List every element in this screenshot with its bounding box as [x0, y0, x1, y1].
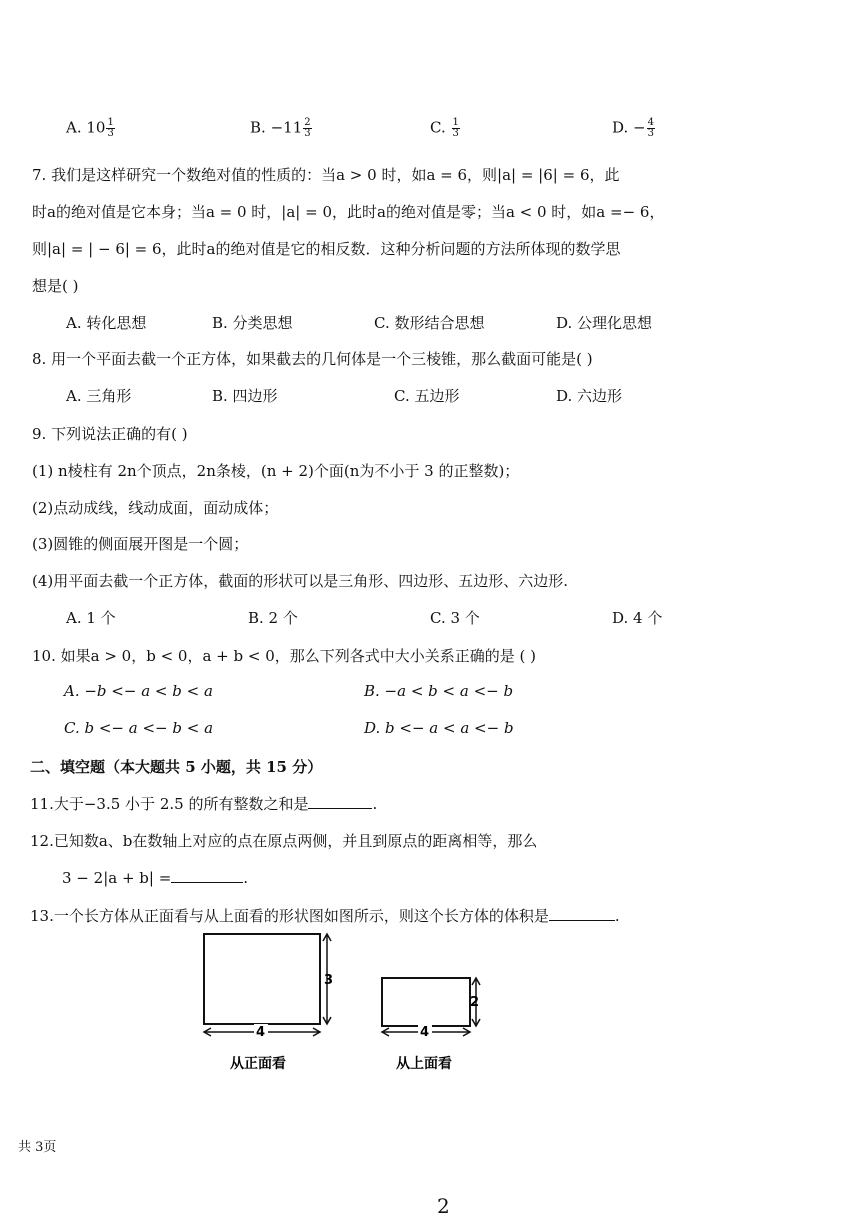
- q6-option-c: C. $\frac{1}{3}$: [430, 117, 459, 139]
- answer-blank[interactable]: [308, 794, 372, 809]
- q12-line-2: 3 − 2|a + b| = .: [62, 869, 249, 887]
- q9-item-2: (2)点动成线，线动成面，面动成体；: [32, 499, 279, 517]
- front-width-label: 4: [256, 1025, 266, 1040]
- q6-option-d: D. − $\frac{4}{3}$: [612, 117, 654, 139]
- q10-stem: 10. 如果a > 0，b < 0，a + b < 0，那么下列各式中大小关系正确的是 ( ): [32, 647, 537, 665]
- q10-option-d: D. b <− a < a <− b: [364, 719, 514, 737]
- fraction: $\frac{1}{3}$: [107, 117, 114, 139]
- q8-option-d: D. 六边形: [556, 387, 623, 405]
- q8-option-b: B. 四边形: [212, 387, 278, 405]
- q9-option-b: B. 2 个: [248, 609, 298, 627]
- q10-option-b: B. −a < b < a <− b: [364, 682, 514, 700]
- q7-line-3: 则|a| = | − 6| = 6，此时a的绝对值是它的相反数．这种分析问题的方法所体现的数学思: [32, 240, 621, 258]
- q8-option-a: A. 三角形: [66, 387, 132, 405]
- q9-stem: 9. 下列说法正确的有( ): [32, 425, 188, 443]
- q8-option-c: C. 五边形: [394, 387, 460, 405]
- page-number: 2: [437, 1194, 450, 1218]
- front-view-rect: [204, 934, 320, 1024]
- section-heading: 二、填空题（本大题共 5 小题，共 15 分）: [30, 758, 323, 776]
- top-height-label: 2: [470, 995, 480, 1010]
- q11: 11.大于−3.5 小于 2.5 的所有整数之和是 .: [30, 795, 378, 813]
- top-view-rect: [382, 978, 470, 1026]
- q7-line-4: 想是( ): [32, 277, 79, 295]
- page-count-footer: 共 3页: [18, 1140, 57, 1155]
- q9-item-3: (3)圆锥的侧面展开图是一个圆；: [32, 535, 249, 553]
- fraction: $\frac{1}{3}$: [452, 117, 459, 139]
- q7-option-a: A. 转化思想: [66, 314, 147, 332]
- q12-line-1: 12.已知数a、b在数轴上对应的点在原点两侧，并且到原点的距离相等，那么: [30, 832, 538, 850]
- three-view-figure: [0, 928, 867, 1078]
- q7-option-d: D. 公理化思想: [556, 314, 653, 332]
- q9-item-1: (1) n棱柱有 2n个顶点，2n条棱，(n + 2)个面(n为不小于 3 的正整数)；: [32, 462, 520, 480]
- q8-stem: 8. 用一个平面去截一个正方体，如果截去的几何体是一个三棱锥，那么截面可能是( ): [32, 350, 593, 368]
- q7-line-1: 7. 我们是这样研究一个数绝对值的性质的：当a > 0 时，如a = 6，则|a| = |6| = 6，此: [32, 166, 620, 184]
- top-width-label: 4: [420, 1025, 430, 1040]
- answer-blank[interactable]: [171, 868, 243, 883]
- top-view-caption: 从上面看: [396, 1056, 452, 1072]
- q6-option-a: A. 10 $\frac{1}{3}$: [66, 117, 114, 139]
- fraction: $\frac{2}{3}$: [304, 117, 311, 139]
- q9-option-c: C. 3 个: [430, 609, 480, 627]
- q13: 13.一个长方体从正面看与从上面看的形状图如图所示，则这个长方体的体积是 .: [30, 907, 620, 925]
- q7-option-c: C. 数形结合思想: [374, 314, 485, 332]
- q7-line-2: 时a的绝对值是它本身；当a = 0 时，|a| = 0，此时a的绝对值是零；当a < 0 时，如a =− 6，: [32, 203, 665, 221]
- q6-option-b: B. −11 $\frac{2}{3}$: [250, 117, 311, 139]
- q9-item-4: (4)用平面去截一个正方体，截面的形状可以是三角形、四边形、五边形、六边形.: [32, 572, 569, 590]
- fraction: $\frac{4}{3}$: [647, 117, 654, 139]
- q10-option-c: C. b <− a <− b < a: [64, 719, 214, 737]
- front-height-label: 3: [324, 973, 334, 988]
- q9-option-d: D. 4 个: [612, 609, 663, 627]
- front-view-caption: 从正面看: [230, 1056, 286, 1072]
- q7-option-b: B. 分类思想: [212, 314, 293, 332]
- q9-option-a: A. 1 个: [66, 609, 116, 627]
- answer-blank[interactable]: [549, 906, 615, 921]
- q10-option-a: A. −b <− a < b < a: [64, 682, 213, 700]
